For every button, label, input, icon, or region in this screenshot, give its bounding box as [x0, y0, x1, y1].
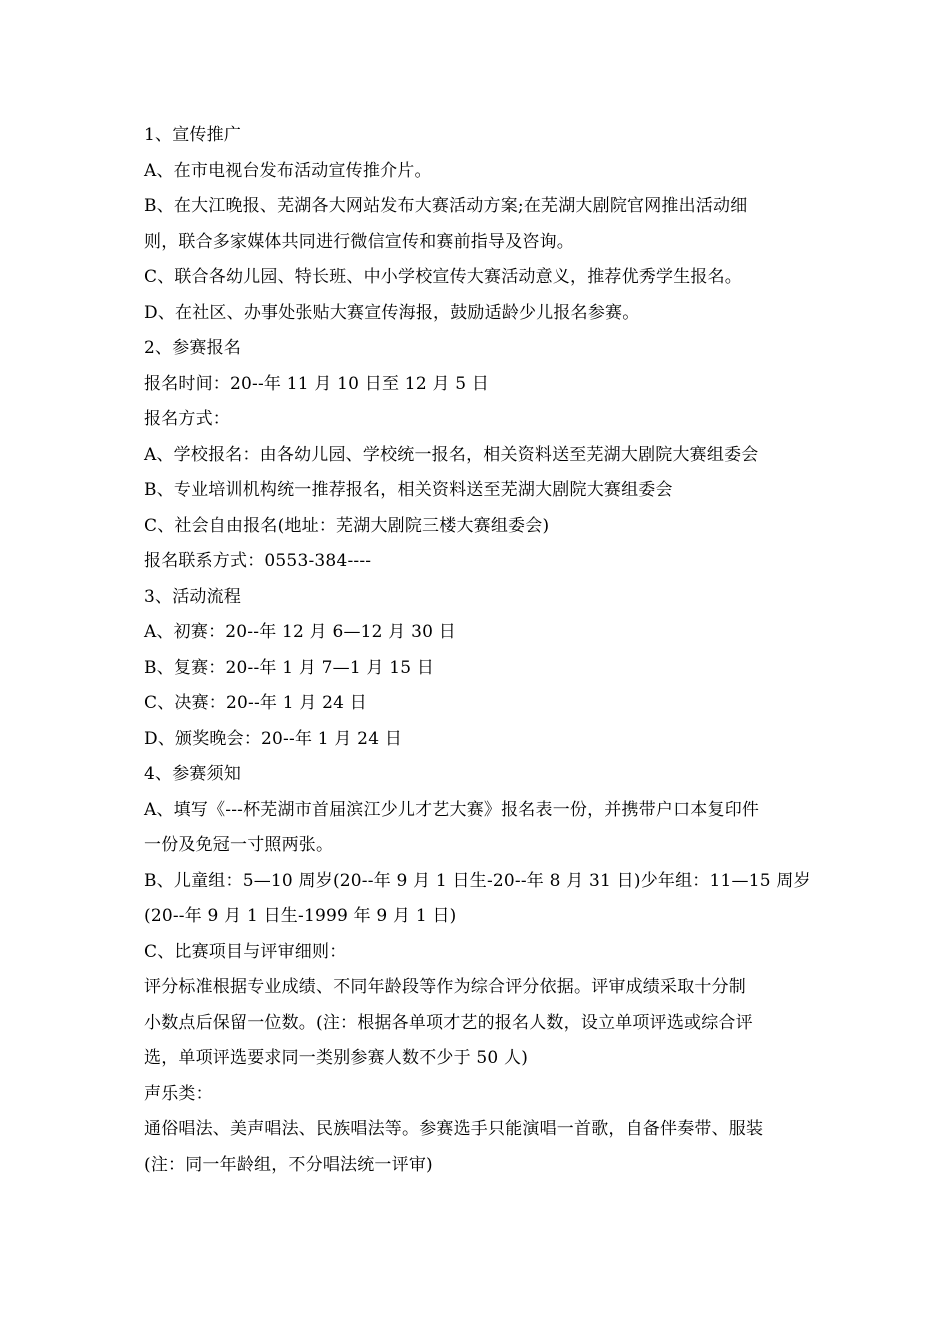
- publicity-item-b-line-1: B、在大江晚报、芜湖各大网站发布大赛活动方案;在芜湖大剧院官网推出活动细: [144, 196, 748, 216]
- notice-item-b-line-1: B、儿童组：5—10 周岁(20--年 9 月 1 日生-20--年 8 月 31 日)少年组：11—15 周岁: [144, 870, 811, 891]
- section-heading-registration: 2、参赛报名: [144, 338, 242, 358]
- registration-contact: 报名联系方式：0553-384----: [144, 551, 372, 571]
- scoring-line-1: 评分标准根据专业成绩、不同年龄段等作为综合评分依据。评审成绩采取十分制: [144, 977, 746, 997]
- registration-time: 报名时间：20--年 11 月 10 日至 12 月 5 日: [144, 373, 490, 394]
- registration-method-a: A、学校报名：由各幼儿园、学校统一报名，相关资料送至芜湖大剧院大赛组委会: [144, 444, 759, 465]
- publicity-item-c: C、联合各幼儿园、特长班、中小学校宣传大赛活动意义，推荐优秀学生报名。: [144, 267, 743, 287]
- process-final: C、决赛：20--年 1 月 24 日: [144, 693, 367, 713]
- publicity-item-a: A、在市电视台发布活动宣传推介片。: [144, 160, 432, 181]
- publicity-item-d: D、在社区、办事处张贴大赛宣传海报，鼓励适龄少儿报名参赛。: [144, 302, 640, 323]
- process-preliminary: A、初赛：20--年 12 月 6—12 月 30 日: [144, 622, 456, 642]
- notice-item-a-line-2: 一份及免冠一寸照两张。: [144, 835, 334, 855]
- notice-item-c: C、比赛项目与评审细则：: [144, 941, 347, 962]
- registration-method-c: C、社会自由报名(地址：芜湖大剧院三楼大赛组委会): [144, 515, 550, 536]
- publicity-item-b-line-2: 则，联合多家媒体共同进行微信宣传和赛前指导及咨询。: [144, 231, 574, 252]
- scoring-line-3: 选，单项评选要求同一类别参赛人数不少于 50 人): [144, 1048, 529, 1068]
- scoring-line-2: 小数点后保留一位数。(注：根据各单项才艺的报名人数，设立单项评选或综合评: [144, 1012, 753, 1033]
- section-heading-notice: 4、参赛须知: [144, 764, 242, 784]
- registration-method-b: B、专业培训机构统一推荐报名，相关资料送至芜湖大剧院大赛组委会: [144, 480, 673, 500]
- document-body: [144, 118, 812, 1183]
- vocal-category-heading: 声乐类：: [144, 1083, 213, 1104]
- registration-method-heading: 报名方式：: [144, 409, 230, 429]
- section-heading-process: 3、活动流程: [144, 586, 242, 607]
- vocal-category-line-2: (注：同一年龄组，不分唱法统一评审): [144, 1154, 433, 1175]
- vocal-category-line-1: 通俗唱法、美声唱法、民族唱法等。参赛选手只能演唱一首歌，自备伴奏带、服装: [144, 1119, 764, 1139]
- section-heading-publicity: 1、宣传推广: [144, 125, 242, 145]
- process-semifinal: B、复赛：20--年 1 月 7—1 月 15 日: [144, 657, 435, 678]
- process-award-ceremony: D、颁奖晚会：20--年 1 月 24 日: [144, 728, 403, 749]
- notice-item-b-line-2: (20--年 9 月 1 日生-1999 年 9 月 1 日): [144, 906, 457, 926]
- notice-item-a-line-1: A、填写《---杯芜湖市首届滨江少儿才艺大赛》报名表一份，并携带户口本复印件: [144, 799, 760, 820]
